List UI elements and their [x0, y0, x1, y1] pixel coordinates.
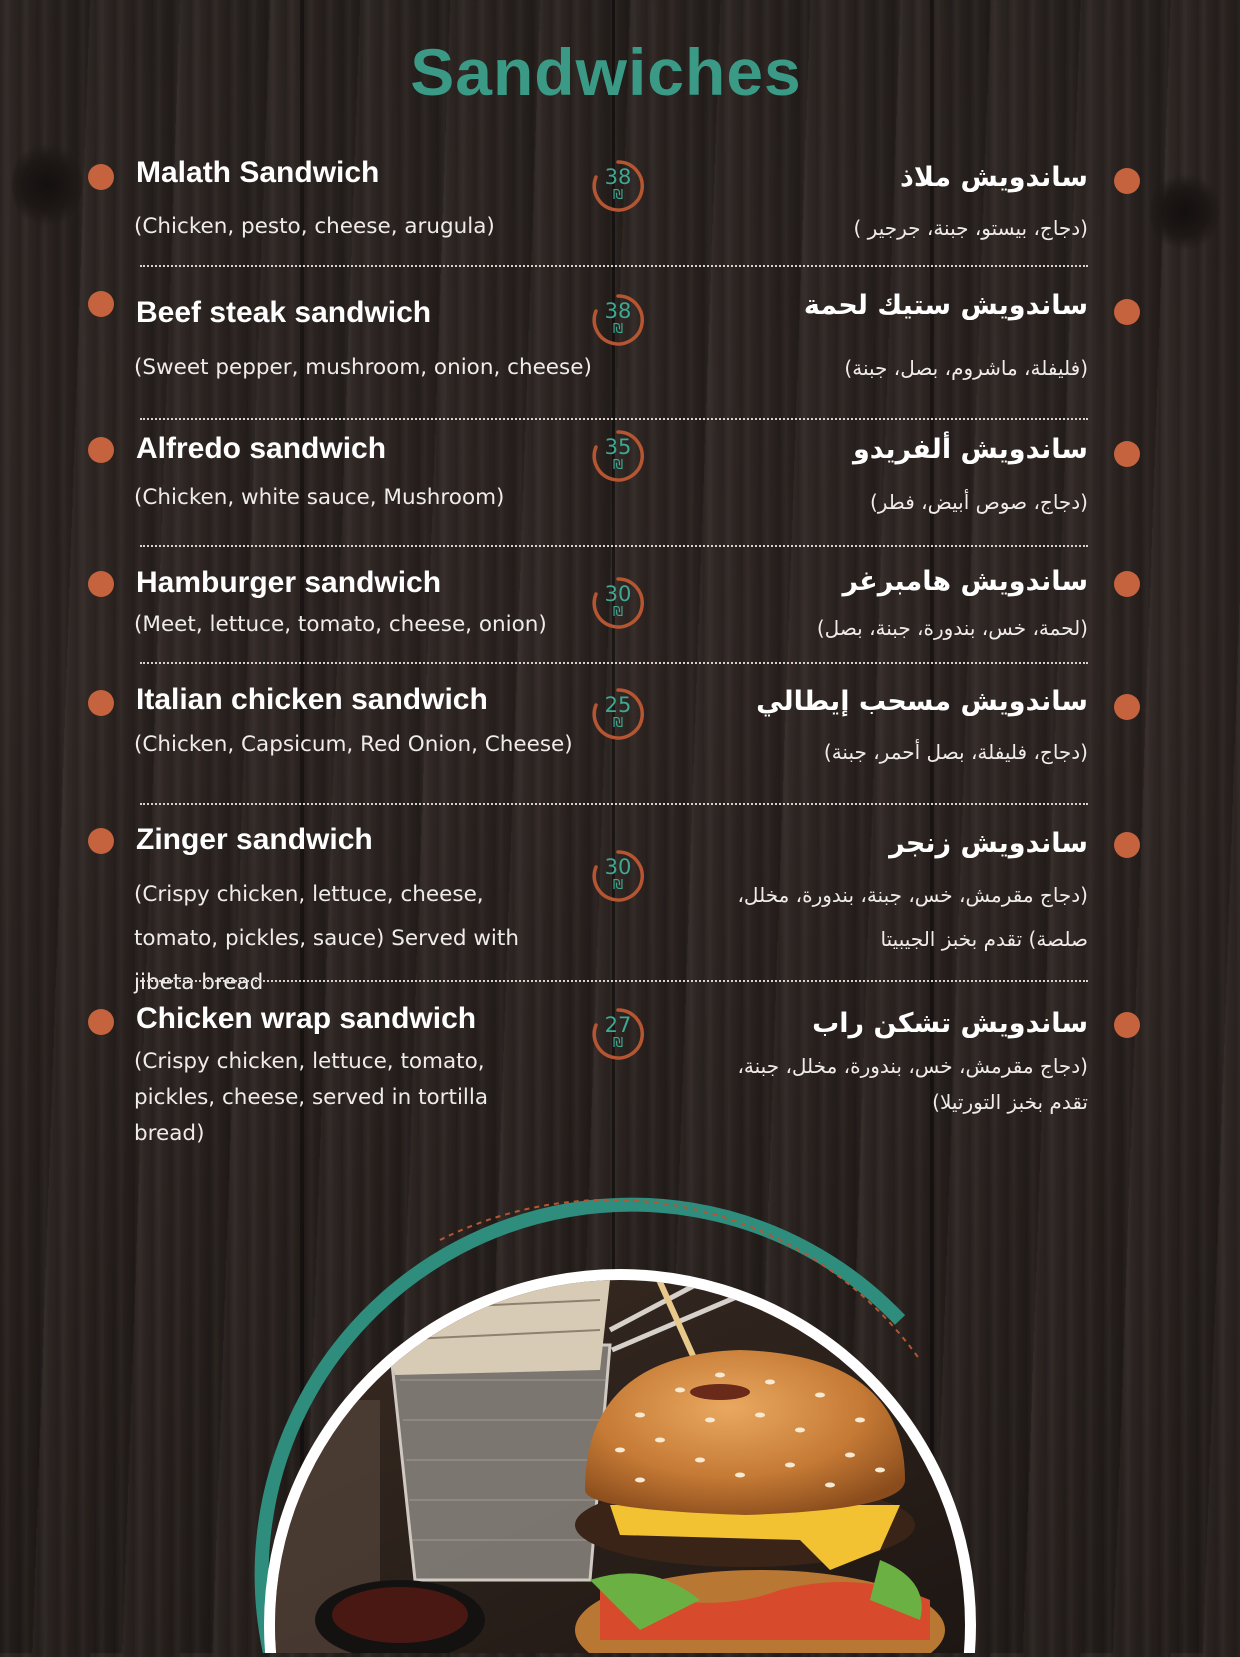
dotted-divider: [140, 803, 1088, 805]
item-name-ar: ساندويش ستيك لحمة: [803, 290, 1088, 321]
price-badge: [590, 686, 646, 742]
item-desc-en: (Crispy chicken, lettuce, cheese, tomato, pickles, sauce) Served with jibeta bread: [134, 882, 519, 995]
price-badge: [590, 428, 646, 484]
bullet-icon: [1114, 1012, 1140, 1038]
wood-knot: [1150, 172, 1220, 252]
item-desc-ar: (دجاج، فليفلة، بصل أحمر، جبنة): [823, 740, 1088, 764]
item-desc-en: (Sweet pepper, mushroom, onion, cheese): [134, 355, 592, 380]
price-badge: [590, 1006, 646, 1062]
price-badge: [590, 158, 646, 214]
item-name-ar: ساندويش هامبرغر: [842, 566, 1088, 597]
item-name-ar: ساندويش ملاذ: [900, 162, 1088, 193]
item-desc-en: (Chicken, pesto, cheese, arugula): [134, 214, 495, 239]
item-name-en: Hamburger sandwich: [136, 566, 442, 599]
dotted-divider: [140, 418, 1088, 420]
price-value: 30: [604, 582, 632, 606]
price-value: 35: [604, 435, 632, 459]
item-name-ar: ساندويش تشكن راب: [812, 1008, 1088, 1039]
item-name-ar: ساندويش زنجر: [889, 828, 1088, 859]
item-desc-en: (Chicken, white sauce, Mushroom): [134, 485, 505, 510]
bullet-icon: [88, 164, 114, 190]
item-desc-ar: (دجاج مقرمش، خس، جبنة، بندورة، مخلل، صلصة) تقدم بخبز الجيبيتا: [737, 883, 1088, 951]
currency-icon: ₪: [612, 322, 624, 337]
bullet-icon: [88, 291, 114, 317]
price-value: 25: [604, 693, 632, 717]
price-value: 30: [604, 855, 632, 879]
dotted-divider: [140, 545, 1088, 547]
price-value: 38: [604, 165, 632, 189]
currency-icon: ₪: [612, 188, 624, 203]
price-badge: [590, 848, 646, 904]
bullet-icon: [1114, 299, 1140, 325]
bullet-icon: [88, 1009, 114, 1035]
item-desc-en: (Crispy chicken, lettuce, tomato, pickles, cheese, served in tortilla bread): [134, 1049, 489, 1146]
bullet-icon: [1114, 832, 1140, 858]
currency-icon: ₪: [612, 1036, 624, 1051]
currency-icon: ₪: [612, 716, 624, 731]
wood-knot: [12, 140, 82, 230]
item-name-ar: ساندويش ألفريدو: [852, 434, 1088, 465]
price-badge: [590, 575, 646, 631]
bullet-icon: [1114, 694, 1140, 720]
bullet-icon: [1114, 168, 1140, 194]
price-value: 27: [604, 1013, 632, 1037]
dotted-divider: [140, 265, 1088, 267]
item-desc-ar: (دجاج، بيستو، جبنة، جرجير ): [853, 216, 1088, 240]
item-desc-ar: (فليفلة، ماشروم، بصل، جبنة): [844, 356, 1088, 380]
burger-photo: [0, 1160, 1240, 1653]
item-name-en: Zinger sandwich: [136, 823, 373, 856]
item-name-en: Beef steak sandwich: [136, 296, 432, 329]
item-name-ar: ساندويش مسحب إيطالي: [756, 686, 1088, 717]
dotted-divider: [140, 980, 1088, 982]
bullet-icon: [1114, 441, 1140, 467]
currency-icon: ₪: [612, 878, 624, 893]
item-desc-ar: (دجاج، صوص أبيض، فطر): [869, 490, 1088, 514]
item-name-en: Italian chicken sandwich: [136, 683, 488, 716]
currency-icon: ₪: [612, 605, 624, 620]
item-desc-ar: (دجاج مقرمش، خس، بندورة، مخلل، جبنة، تقدم بخبز التورتيلا): [737, 1054, 1088, 1114]
item-desc-en: (Chicken, Capsicum, Red Onion, Cheese): [134, 732, 573, 757]
bullet-icon: [88, 690, 114, 716]
item-name-en: Chicken wrap sandwich: [136, 1002, 477, 1035]
price-badge: [590, 292, 646, 348]
page-title: Sandwiches: [410, 35, 802, 109]
item-name-en: Malath Sandwich: [136, 156, 380, 189]
item-name-en: Alfredo sandwich: [136, 432, 387, 465]
bullet-icon: [88, 828, 114, 854]
currency-icon: ₪: [612, 458, 624, 473]
item-desc-ar: (لحمة، خس، بندورة، جبنة، بصل): [816, 616, 1088, 640]
bullet-icon: [88, 437, 114, 463]
price-value: 38: [604, 299, 632, 323]
dotted-divider: [140, 662, 1088, 664]
bullet-icon: [1114, 571, 1140, 597]
item-desc-en: (Meet, lettuce, tomato, cheese, onion): [134, 612, 547, 637]
bullet-icon: [88, 571, 114, 597]
